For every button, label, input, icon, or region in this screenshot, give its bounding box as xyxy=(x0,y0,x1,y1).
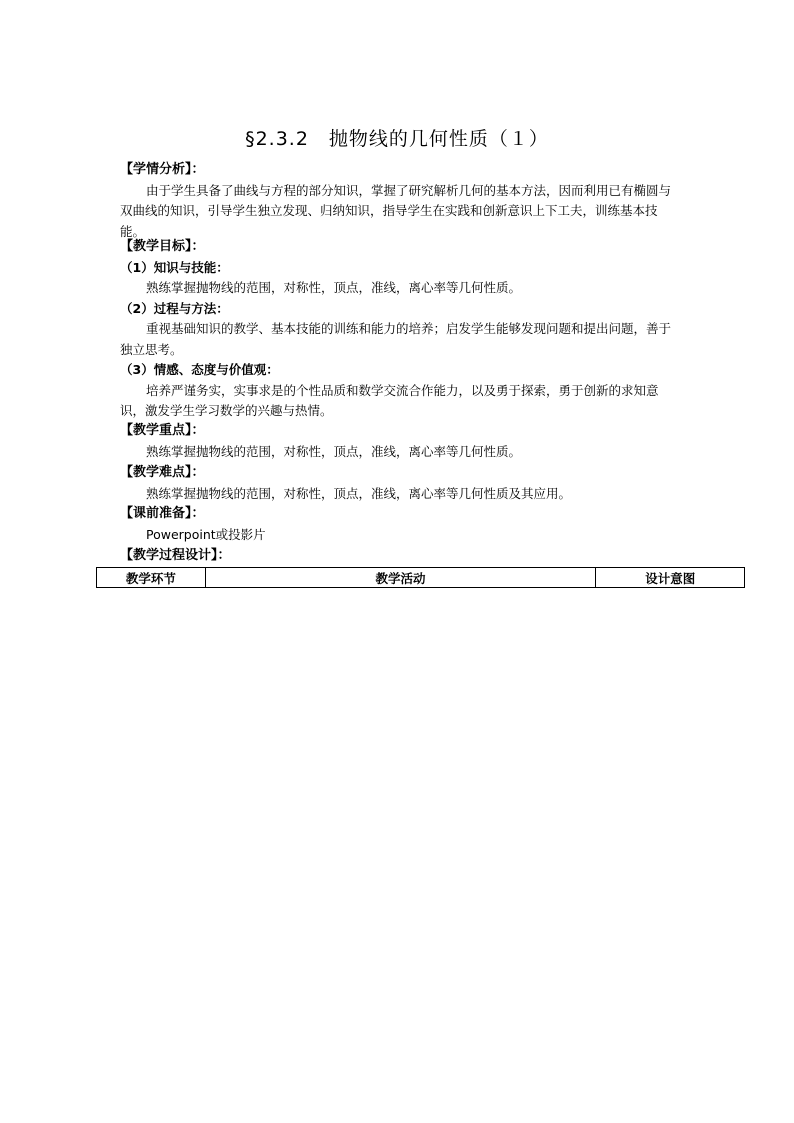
objective-3-text: 培养严谨务实，实事求是的个性品质和数学交流合作能力，以及勇于探索，勇于创新的求知意识，激发学生学习数学的兴趣与热情。 xyxy=(120,382,659,418)
preparation-heading: 【课前准备】： xyxy=(120,506,205,521)
difficulties-section xyxy=(120,463,680,504)
key-points-text: 熟练掌握抛物线的范围，对称性，顶点，准线，离心率等几何性质。 xyxy=(146,443,522,459)
column-header-stage: 教学环节 xyxy=(97,568,206,588)
objective-1-label: （1）知识与技能： xyxy=(120,259,229,275)
objectives-heading: 【教学目标】： xyxy=(120,239,205,254)
column-header-activity: 教学活动 xyxy=(205,568,596,588)
process-table xyxy=(96,567,745,588)
objective-2-text: 重视基础知识的教学、基本技能的训练和能力的培养；启发学生能够发现问题和提出问题，善于独立思考。 xyxy=(120,321,672,357)
column-header-intent: 设计意图 xyxy=(596,568,745,588)
process-section xyxy=(120,546,680,567)
document-title: §2.3.2 抛物线的几何性质（１） xyxy=(245,128,549,150)
objective-1-text: 熟练掌握抛物线的范围，对称性，顶点，准线，离心率等几何性质。 xyxy=(146,280,522,295)
preparation-text: Powerpoint或投影片 xyxy=(146,526,266,542)
objectives-section xyxy=(120,237,680,422)
key-points-heading: 【教学重点】： xyxy=(120,423,205,438)
key-points-section xyxy=(120,421,680,462)
process-heading: 【教学过程设计】： xyxy=(120,548,231,563)
process-table-header-row xyxy=(97,568,745,588)
objective-3-label: （3）情感、态度与价值观： xyxy=(120,362,279,377)
preparation-section xyxy=(120,504,680,545)
objective-2-label: （2）过程与方法： xyxy=(120,300,229,316)
analysis-heading: 【学情分析】： xyxy=(120,162,205,177)
difficulties-text: 熟练掌握抛物线的范围，对称性，顶点，准线，离心率等几何性质及其应用。 xyxy=(146,485,572,501)
analysis-section xyxy=(120,160,680,242)
difficulties-heading: 【教学难点】： xyxy=(120,465,205,480)
analysis-text: 由于学生具备了曲线与方程的部分知识，掌握了研究解析几何的基本方法，因而利用已有椭圆与双曲线的知识，引导学生独立发现、归纳知识，指导学生在实践和创新意识上下工夫，训练基本技能。 xyxy=(120,182,672,239)
